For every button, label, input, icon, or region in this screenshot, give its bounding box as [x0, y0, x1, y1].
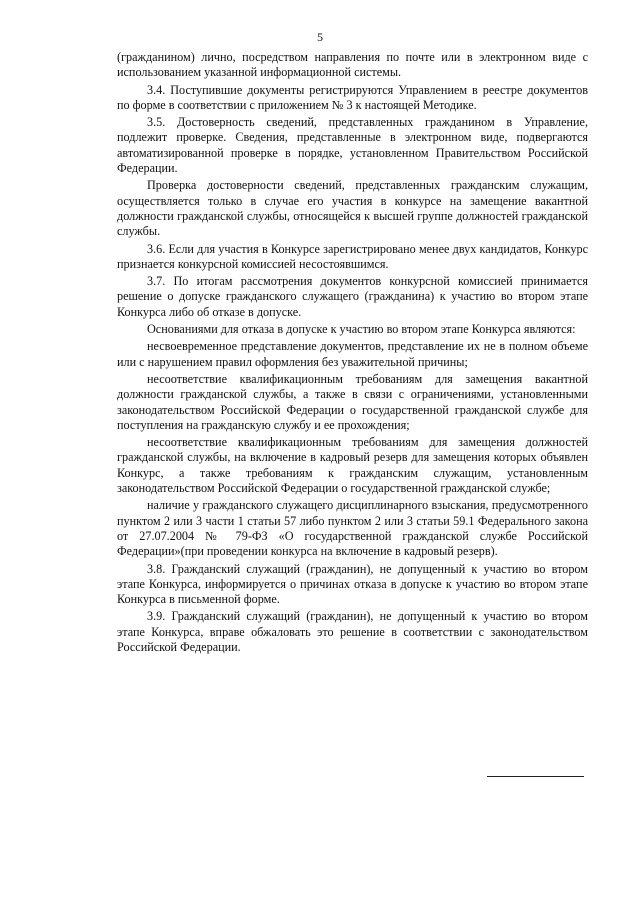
list-item-untimely: несвоевременное представление документов, представление их не в полном объеме или с нарушением правил оформления без уважительной причины;: [117, 339, 588, 369]
paragraph-3-6: 3.6. Если для участия в Конкурсе зарегистрировано менее двух кандидатов, Конкурс признается конкурсной комиссией несостоявшимся.: [117, 241, 588, 271]
paragraph-grounds: Основаниями для отказа в допуске к участию во втором этапе Конкурса являются:: [147, 322, 576, 337]
document-body: [117, 50, 588, 657]
page-number: 5: [317, 30, 323, 44]
paragraph-3-4: 3.4. Поступившие документы регистрируются Управлением в реестре документов по форме в соответствии с приложением № 3 к настоящей Методике.: [117, 82, 588, 112]
list-item-disciplinary: наличие у гражданского служащего дисциплинарного взыскания, предусмотренного пунктом 2 или 3 части 1 статьи 57 либо пунктом 2 или 3 статьи 59.1 Федерального закона от 27.07.2004 № 79-ФЗ «О государственной гражданской службе Российской Федерации»(при проведении конкурса на включение в кадровый резерв).: [117, 498, 588, 559]
paragraph-verification: Проверка достоверности сведений, представленных гражданским служащим, осуществляется только в случае его участия в конкурсе на замещение вакантной должности гражданской службы, относящейся к высшей группе должностей гражданской службы.: [117, 178, 588, 239]
paragraph-3-7: 3.7. По итогам рассмотрения документов конкурсной комиссией принимается решение о допуске гражданского служащего (гражданина) к участию во втором этапе Конкурса либо об отказе в допуске.: [117, 274, 588, 319]
paragraph-continuation: (гражданином) лично, посредством направления по почте или в электронном виде с использованием указанной информационной системы.: [117, 50, 588, 80]
list-item-mismatch-vacancy: несоответствие квалификационным требованиям для замещения вакантной должности гражданской службы, а также в связи с ограничениями, установленными законодательством Российской Федерации о государственной гражданской службе для поступления на гражданскую службу и ее прохождения;: [117, 371, 588, 432]
end-divider: [487, 776, 584, 777]
paragraph-3-9: 3.9. Гражданский служащий (гражданин), не допущенный к участию во втором этапе Конкурса, вправе обжаловать это решение в соответствии с законодательством Российской Федерации.: [117, 609, 588, 654]
paragraph-3-5: 3.5. Достоверность сведений, представленных гражданином в Управление, подлежит проверке. Сведения, представленные в электронном виде, подвергаются автоматизированной проверке в порядке, установленном Правительством Российской Федерации.: [117, 115, 588, 176]
list-item-mismatch-reserve: несоответствие квалификационным требованиям для замещения должностей гражданской службы, на включение в кадровый резерв для замещения которых объявлен Конкурс, а также требованиям к гражданским служащим, установленным законодательством Российской Федерации о государственной гражданской службе;: [117, 435, 588, 496]
paragraph-3-8: 3.8. Гражданский служащий (гражданин), не допущенный к участию во втором этапе Конкурса, информируется о причинах отказа в допуске к участию во втором этапе Конкурса в письменной форме.: [117, 561, 588, 607]
